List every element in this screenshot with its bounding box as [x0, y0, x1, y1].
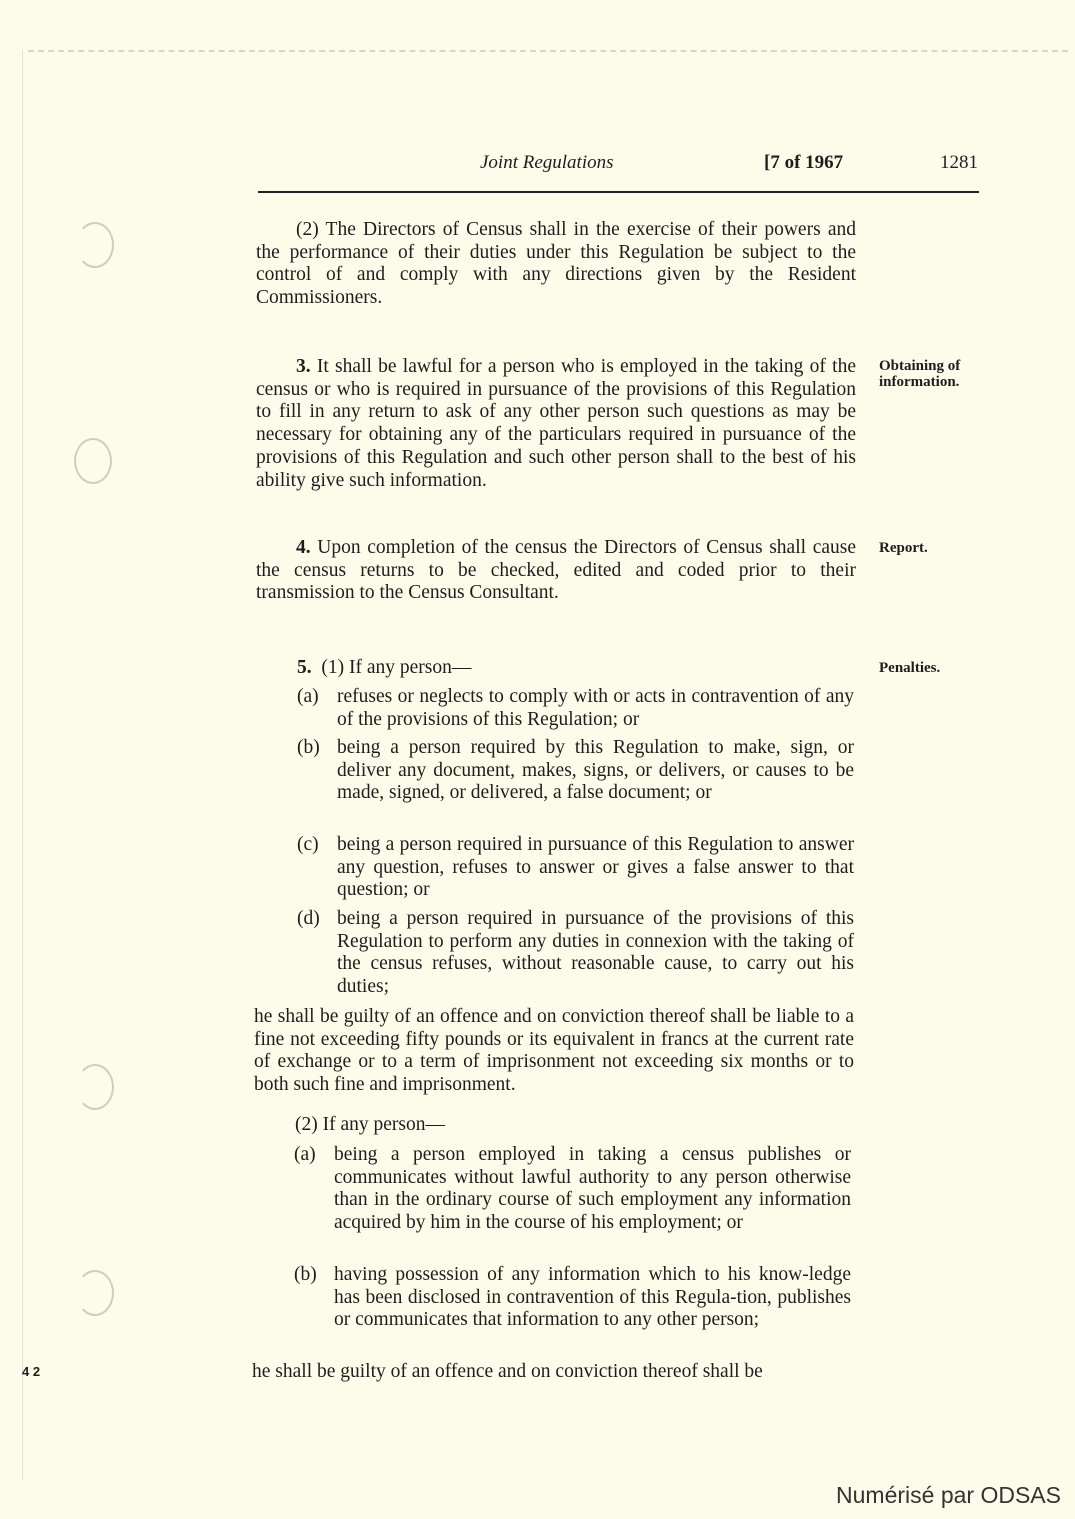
item-text: being a person required in pursuance of this Regulation to answer any question, refuses to answer or gives a false answer to that question; or — [337, 834, 854, 901]
header-regulation: [7 of 1967 — [764, 152, 844, 173]
section-number: 3. — [296, 356, 311, 377]
margin-note-report: Report. — [879, 540, 928, 556]
margin-note-obtaining: Obtaining of information. — [879, 358, 961, 390]
section-number: 4. — [296, 537, 311, 558]
punch-hole — [76, 222, 114, 268]
item-label: (b) — [294, 1264, 317, 1285]
page-number: 1281 — [940, 152, 978, 173]
punch-hole — [76, 1064, 114, 1110]
header-rule — [258, 191, 979, 193]
page-left-edge — [22, 50, 23, 1480]
item-label: (c) — [297, 834, 319, 855]
item-label: (b) — [297, 737, 320, 758]
paragraph-2: (2) The Directors of Census shall in the exercise of their powers and the performance of their duties under this Regulation be subject to the control of and comply with any directions given by the Resident Commissioners. — [256, 219, 856, 309]
section-text: It shall be lawful for a person who is employed in the taking of the census or who is required in pursuance of the provisions of this Regulation to fill in any return to ask of any other person such questions as may be necessary for obtaining any of the particulars required in pursuance of the provisions of this Regulation and such other person shall to the best of his ability give such information. — [256, 356, 856, 491]
closing-text: he shall be guilty of an offence and on conviction thereof shall be — [252, 1361, 763, 1382]
section-intro: (1) If any person— — [321, 657, 472, 678]
punch-hole — [74, 438, 112, 484]
header-title: Joint Regulations — [480, 152, 614, 173]
section-5-intro — [297, 657, 897, 680]
page-header — [258, 152, 978, 180]
section-number: 5. — [297, 657, 312, 678]
item-label: (a) — [297, 686, 319, 707]
section-3 — [256, 356, 856, 492]
section-4 — [256, 537, 856, 605]
penalty-text: he shall be guilty of an offence and on conviction thereof shall be liable to a fine not exceeding fifty pounds or its equivalent in francs at the current rate of exchange or to a term of imprisonment not exceeding six months or to both such fine and imprisonment. — [254, 1006, 854, 1096]
margin-note-penalties: Penalties. — [879, 660, 941, 676]
item-label: (a) — [294, 1144, 316, 1165]
punch-hole — [76, 1270, 114, 1316]
watermark: Numérisé par ODSAS — [836, 1482, 1061, 1508]
item-text: being a person employed in taking a census publishes or communicates without lawful authority to any person otherwise than in the ordinary course of such employment any information acquired by him in the course of his employment; or — [334, 1144, 851, 1234]
left-margin-mark: 4 2 — [22, 1364, 41, 1379]
section-text: Upon completion of the census the Directors of Census shall cause the census returns to be checked, edited and coded prior to their transmission to the Census Consultant. — [256, 537, 856, 604]
item-text: being a person required in pursuance of the provisions of this Regulation to perform any duties in connexion with the taking of the census refuses, without reasonable cause, to carry out his duties; — [337, 908, 854, 998]
item-text: having possession of any information which to his know-ledge has been disclosed in contravention of this Regula-tion, publishes or communicates that information to any other person; — [334, 1264, 851, 1331]
item-text: being a person required by this Regulation to make, sign, or deliver any document, makes, signs, or delivers, or causes to be made, signed, or delivered, a false document; or — [337, 737, 854, 804]
section-5-2-intro: (2) If any person— — [295, 1114, 445, 1135]
page-top-edge — [28, 50, 1068, 52]
item-text: refuses or neglects to comply with or acts in contravention of any of the provisions of this Regulation; or — [337, 686, 854, 730]
item-label: (d) — [297, 908, 320, 929]
